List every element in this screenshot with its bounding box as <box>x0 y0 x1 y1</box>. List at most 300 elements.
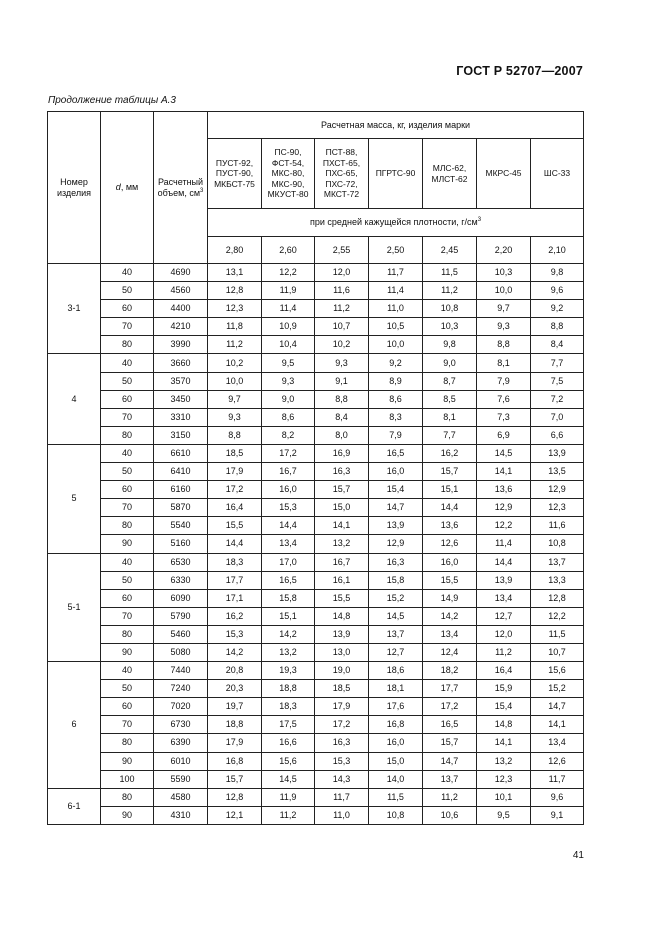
mass-cell: 16,0 <box>369 463 423 481</box>
mass-cell: 13,6 <box>423 517 477 535</box>
volume-cell: 6010 <box>154 752 208 770</box>
mass-cell: 13,7 <box>369 625 423 643</box>
mass-cell: 15,2 <box>369 589 423 607</box>
diameter-cell: 60 <box>101 589 154 607</box>
mass-cell: 19,0 <box>315 662 369 680</box>
table-row <box>48 662 584 680</box>
table-row <box>48 752 584 770</box>
mass-cell: 12,6 <box>423 535 477 553</box>
mass-cell: 10,8 <box>423 300 477 318</box>
table-row <box>48 535 584 553</box>
mass-cell: 11,5 <box>531 625 584 643</box>
mass-cell: 14,0 <box>369 770 423 788</box>
mass-cell: 15,6 <box>531 662 584 680</box>
table-row <box>48 408 584 426</box>
header-density <box>208 209 584 237</box>
volume-cell: 5540 <box>154 517 208 535</box>
mass-cell: 11,7 <box>531 770 584 788</box>
diameter-cell: 50 <box>101 680 154 698</box>
mass-cell: 14,2 <box>423 607 477 625</box>
mass-cell: 14,1 <box>477 734 531 752</box>
mass-cell: 8,4 <box>315 408 369 426</box>
product-number-cell: 3-1 <box>48 264 101 354</box>
header-density-value: 2,50 <box>369 237 423 264</box>
mass-cell: 9,0 <box>262 390 315 408</box>
mass-cell: 18,1 <box>369 680 423 698</box>
diameter-cell: 60 <box>101 390 154 408</box>
mass-cell: 10,0 <box>477 282 531 300</box>
mass-cell: 16,1 <box>315 571 369 589</box>
header-density-value: 2,10 <box>531 237 584 264</box>
mass-cell: 11,6 <box>315 282 369 300</box>
mass-cell: 7,6 <box>477 390 531 408</box>
mass-cell: 7,7 <box>423 426 477 444</box>
mass-cell: 16,5 <box>423 716 477 734</box>
mass-cell: 10,0 <box>208 372 262 390</box>
mass-cell: 13,5 <box>531 463 584 481</box>
table-caption: Продолжение таблицы А.3 <box>48 95 176 106</box>
header-brand: МКРС-45 <box>477 139 531 209</box>
mass-cell: 14,7 <box>423 752 477 770</box>
mass-cell: 10,9 <box>262 318 315 336</box>
mass-cell: 10,7 <box>531 643 584 661</box>
diameter-cell: 60 <box>101 481 154 499</box>
mass-cell: 7,9 <box>369 426 423 444</box>
mass-cell: 9,3 <box>315 354 369 372</box>
mass-cell: 14,2 <box>262 625 315 643</box>
product-number-cell: 5 <box>48 444 101 553</box>
volume-cell: 7240 <box>154 680 208 698</box>
mass-cell: 13,7 <box>423 770 477 788</box>
mass-cell: 20,8 <box>208 662 262 680</box>
mass-cell: 8,8 <box>208 426 262 444</box>
product-number-cell: 5-1 <box>48 553 101 662</box>
mass-cell: 7,5 <box>531 372 584 390</box>
table-row <box>48 318 584 336</box>
mass-cell: 10,6 <box>423 806 477 824</box>
mass-cell: 15,5 <box>315 589 369 607</box>
mass-cell: 8,8 <box>477 336 531 354</box>
mass-cell: 16,7 <box>262 463 315 481</box>
mass-cell: 11,2 <box>262 806 315 824</box>
mass-cell: 18,3 <box>262 698 315 716</box>
diameter-cell: 70 <box>101 716 154 734</box>
diameter-cell: 70 <box>101 499 154 517</box>
mass-cell: 14,4 <box>423 499 477 517</box>
mass-cell: 20,3 <box>208 680 262 698</box>
mass-cell: 15,4 <box>369 481 423 499</box>
mass-cell: 9,3 <box>477 318 531 336</box>
mass-cell: 16,0 <box>262 481 315 499</box>
mass-cell: 8,2 <box>262 426 315 444</box>
header-d-symbol: d <box>115 182 121 192</box>
mass-cell: 16,5 <box>262 571 315 589</box>
mass-cell: 6,9 <box>477 426 531 444</box>
mass-cell: 16,5 <box>369 444 423 462</box>
diameter-cell: 40 <box>101 444 154 462</box>
table-row <box>48 336 584 354</box>
mass-cell: 13,4 <box>531 734 584 752</box>
mass-cell: 11,0 <box>315 806 369 824</box>
mass-cell: 11,6 <box>531 517 584 535</box>
page-number: 41 <box>572 850 584 861</box>
mass-cell: 13,1 <box>208 264 262 282</box>
product-number-cell: 6 <box>48 662 101 789</box>
volume-cell: 5460 <box>154 625 208 643</box>
mass-cell: 14,4 <box>262 517 315 535</box>
volume-cell: 6610 <box>154 444 208 462</box>
volume-cell: 3450 <box>154 390 208 408</box>
table-row <box>48 553 584 571</box>
mass-cell: 11,2 <box>423 788 477 806</box>
header-brand: ПУСТ-92, ПУСТ-90, МКБСТ-75 <box>208 139 262 209</box>
volume-cell: 3660 <box>154 354 208 372</box>
mass-cell: 16,9 <box>315 444 369 462</box>
mass-cell: 11,0 <box>369 300 423 318</box>
mass-cell: 14,7 <box>531 698 584 716</box>
mass-cell: 13,9 <box>369 517 423 535</box>
mass-cell: 15,0 <box>315 499 369 517</box>
mass-cell: 11,9 <box>262 282 315 300</box>
mass-cell: 10,1 <box>477 788 531 806</box>
mass-cell: 16,2 <box>208 607 262 625</box>
volume-cell: 5590 <box>154 770 208 788</box>
volume-cell: 3570 <box>154 372 208 390</box>
diameter-cell: 80 <box>101 625 154 643</box>
mass-cell: 15,3 <box>208 625 262 643</box>
mass-cell: 11,4 <box>477 535 531 553</box>
mass-cell: 16,4 <box>208 499 262 517</box>
mass-cell: 15,3 <box>262 499 315 517</box>
mass-cell: 12,2 <box>262 264 315 282</box>
mass-cell: 12,9 <box>369 535 423 553</box>
mass-cell: 15,1 <box>262 607 315 625</box>
mass-cell: 10,2 <box>208 354 262 372</box>
mass-cell: 17,0 <box>262 553 315 571</box>
mass-cell: 7,0 <box>531 408 584 426</box>
diameter-cell: 90 <box>101 535 154 553</box>
mass-cell: 9,7 <box>208 390 262 408</box>
diameter-cell: 100 <box>101 770 154 788</box>
mass-cell: 12,9 <box>477 499 531 517</box>
mass-cell: 12,0 <box>315 264 369 282</box>
mass-cell: 14,3 <box>315 770 369 788</box>
mass-cell: 8,0 <box>315 426 369 444</box>
mass-cell: 11,2 <box>208 336 262 354</box>
diameter-cell: 80 <box>101 734 154 752</box>
table-row <box>48 282 584 300</box>
mass-cell: 7,7 <box>531 354 584 372</box>
mass-cell: 16,0 <box>423 553 477 571</box>
diameter-cell: 70 <box>101 408 154 426</box>
table-row <box>48 426 584 444</box>
mass-cell: 14,5 <box>477 444 531 462</box>
mass-cell: 14,4 <box>208 535 262 553</box>
mass-cell: 15,5 <box>423 571 477 589</box>
diameter-cell: 50 <box>101 463 154 481</box>
table-row <box>48 770 584 788</box>
mass-cell: 10,3 <box>423 318 477 336</box>
header-density-value: 2,45 <box>423 237 477 264</box>
volume-cell: 5080 <box>154 643 208 661</box>
mass-cell: 13,0 <box>315 643 369 661</box>
mass-cell: 16,7 <box>315 553 369 571</box>
mass-cell: 15,7 <box>423 734 477 752</box>
diameter-cell: 40 <box>101 354 154 372</box>
mass-cell: 11,2 <box>423 282 477 300</box>
mass-cell: 10,3 <box>477 264 531 282</box>
mass-cell: 12,2 <box>477 517 531 535</box>
mass-cell: 17,9 <box>208 463 262 481</box>
mass-cell: 11,4 <box>262 300 315 318</box>
mass-cell: 8,1 <box>477 354 531 372</box>
volume-cell: 6330 <box>154 571 208 589</box>
header-density-value: 2,20 <box>477 237 531 264</box>
mass-cell: 12,1 <box>208 806 262 824</box>
header-brand: ШС-33 <box>531 139 584 209</box>
mass-cell: 9,0 <box>423 354 477 372</box>
mass-cell: 14,5 <box>369 607 423 625</box>
volume-cell: 3990 <box>154 336 208 354</box>
mass-cell: 10,7 <box>315 318 369 336</box>
mass-cell: 14,5 <box>262 770 315 788</box>
mass-cell: 10,2 <box>315 336 369 354</box>
mass-cell: 17,9 <box>315 698 369 716</box>
volume-cell: 6730 <box>154 716 208 734</box>
mass-cell: 8,6 <box>369 390 423 408</box>
mass-cell: 15,9 <box>477 680 531 698</box>
mass-cell: 12,8 <box>208 282 262 300</box>
mass-cell: 9,1 <box>531 806 584 824</box>
volume-cell: 5870 <box>154 499 208 517</box>
diameter-cell: 80 <box>101 517 154 535</box>
mass-cell: 12,0 <box>477 625 531 643</box>
volume-cell: 4560 <box>154 282 208 300</box>
table-header <box>48 112 584 264</box>
mass-cell: 13,6 <box>477 481 531 499</box>
table-row <box>48 607 584 625</box>
mass-cell: 15,2 <box>531 680 584 698</box>
mass-cell: 8,6 <box>262 408 315 426</box>
volume-cell: 6090 <box>154 589 208 607</box>
volume-cell: 6530 <box>154 553 208 571</box>
diameter-cell: 50 <box>101 571 154 589</box>
mass-cell: 9,3 <box>262 372 315 390</box>
mass-cell: 17,7 <box>423 680 477 698</box>
mass-cell: 12,4 <box>423 643 477 661</box>
diameter-cell: 70 <box>101 607 154 625</box>
diameter-cell: 50 <box>101 282 154 300</box>
mass-cell: 7,3 <box>477 408 531 426</box>
mass-cell: 13,2 <box>315 535 369 553</box>
mass-cell: 16,6 <box>262 734 315 752</box>
diameter-cell: 40 <box>101 662 154 680</box>
volume-cell: 6390 <box>154 734 208 752</box>
header-volume-label: Расчетный объем, см <box>157 176 204 198</box>
mass-cell: 18,8 <box>208 716 262 734</box>
mass-cell: 17,1 <box>208 589 262 607</box>
header-mass-title: Расчетная масса, кг, изделия марки <box>208 112 584 139</box>
mass-cell: 15,5 <box>208 517 262 535</box>
mass-cell: 8,1 <box>423 408 477 426</box>
header-density-value: 2,80 <box>208 237 262 264</box>
mass-cell: 8,3 <box>369 408 423 426</box>
mass-cell: 9,8 <box>531 264 584 282</box>
mass-cell: 11,9 <box>262 788 315 806</box>
mass-cell: 11,8 <box>208 318 262 336</box>
mass-cell: 15,8 <box>262 589 315 607</box>
volume-cell: 3150 <box>154 426 208 444</box>
mass-cell: 9,2 <box>531 300 584 318</box>
mass-cell: 11,7 <box>369 264 423 282</box>
mass-cell: 12,7 <box>369 643 423 661</box>
table-row <box>48 463 584 481</box>
table-row <box>48 589 584 607</box>
diameter-cell: 80 <box>101 336 154 354</box>
mass-cell: 17,2 <box>423 698 477 716</box>
table-row <box>48 300 584 318</box>
mass-cell: 12,9 <box>531 481 584 499</box>
table-row <box>48 517 584 535</box>
volume-cell: 4580 <box>154 788 208 806</box>
header-density-value: 2,55 <box>315 237 369 264</box>
mass-cell: 16,4 <box>477 662 531 680</box>
header-density-sup: 3 <box>477 217 482 223</box>
table-body <box>48 264 584 825</box>
mass-cell: 12,7 <box>477 607 531 625</box>
mass-cell: 17,2 <box>208 481 262 499</box>
table-row <box>48 788 584 806</box>
diameter-cell: 50 <box>101 372 154 390</box>
mass-cell: 12,8 <box>208 788 262 806</box>
header-d <box>101 112 154 264</box>
mass-cell: 12,8 <box>531 589 584 607</box>
mass-cell: 10,4 <box>262 336 315 354</box>
mass-cell: 18,8 <box>262 680 315 698</box>
mass-cell: 9,7 <box>477 300 531 318</box>
mass-cell: 13,4 <box>262 535 315 553</box>
mass-cell: 16,3 <box>315 463 369 481</box>
product-number-cell: 4 <box>48 354 101 444</box>
mass-cell: 16,0 <box>369 734 423 752</box>
mass-cell: 14,1 <box>477 463 531 481</box>
mass-cell: 9,6 <box>531 282 584 300</box>
mass-cell: 12,6 <box>531 752 584 770</box>
mass-cell: 10,5 <box>369 318 423 336</box>
mass-cell: 9,1 <box>315 372 369 390</box>
mass-cell: 14,8 <box>315 607 369 625</box>
document-number: ГОСТ Р 52707—2007 <box>456 64 583 78</box>
volume-cell: 7020 <box>154 698 208 716</box>
mass-cell: 8,9 <box>369 372 423 390</box>
mass-cell: 13,2 <box>262 643 315 661</box>
mass-cell: 13,9 <box>477 571 531 589</box>
mass-cell: 15,0 <box>369 752 423 770</box>
header-brand: МЛС-62, МЛСТ-62 <box>423 139 477 209</box>
table-row <box>48 734 584 752</box>
mass-cell: 19,7 <box>208 698 262 716</box>
diameter-cell: 80 <box>101 426 154 444</box>
header-density-value: 2,60 <box>262 237 315 264</box>
mass-cell: 15,1 <box>423 481 477 499</box>
mass-cell: 14,9 <box>423 589 477 607</box>
diameter-cell: 90 <box>101 643 154 661</box>
mass-cell: 18,6 <box>369 662 423 680</box>
mass-cell: 18,5 <box>208 444 262 462</box>
mass-cell: 14,1 <box>531 716 584 734</box>
mass-cell: 15,3 <box>315 752 369 770</box>
diameter-cell: 70 <box>101 318 154 336</box>
mass-cell: 11,5 <box>369 788 423 806</box>
product-number-cell: 6-1 <box>48 788 101 824</box>
mass-cell: 16,8 <box>208 752 262 770</box>
table-row <box>48 499 584 517</box>
table-row <box>48 806 584 824</box>
mass-cell: 9,5 <box>477 806 531 824</box>
mass-table <box>47 111 584 825</box>
mass-cell: 7,9 <box>477 372 531 390</box>
mass-cell: 16,3 <box>315 734 369 752</box>
header-brand: ПС-90, ФСТ-54, МКС-80, МКС-90, МКУСТ-80 <box>262 139 315 209</box>
mass-cell: 11,7 <box>315 788 369 806</box>
header-volume-sup: 3 <box>200 187 204 194</box>
mass-cell: 15,4 <box>477 698 531 716</box>
mass-cell: 13,9 <box>315 625 369 643</box>
mass-cell: 17,9 <box>208 734 262 752</box>
header-volume <box>154 112 208 264</box>
volume-cell: 4310 <box>154 806 208 824</box>
mass-cell: 8,5 <box>423 390 477 408</box>
mass-cell: 12,3 <box>477 770 531 788</box>
mass-cell: 17,7 <box>208 571 262 589</box>
mass-cell: 18,5 <box>315 680 369 698</box>
volume-cell: 5790 <box>154 607 208 625</box>
mass-cell: 10,0 <box>369 336 423 354</box>
mass-cell: 17,5 <box>262 716 315 734</box>
mass-cell: 9,3 <box>208 408 262 426</box>
mass-cell: 12,3 <box>208 300 262 318</box>
mass-cell: 9,5 <box>262 354 315 372</box>
mass-cell: 18,2 <box>423 662 477 680</box>
mass-cell: 13,7 <box>531 553 584 571</box>
header-density-label: при средней кажущейся плотности, г/см <box>310 217 478 227</box>
mass-cell: 11,2 <box>315 300 369 318</box>
mass-cell: 15,7 <box>423 463 477 481</box>
mass-cell: 17,2 <box>262 444 315 462</box>
table-row <box>48 680 584 698</box>
mass-cell: 9,2 <box>369 354 423 372</box>
mass-cell: 16,3 <box>369 553 423 571</box>
volume-cell: 4210 <box>154 318 208 336</box>
table-row <box>48 444 584 462</box>
mass-cell: 18,3 <box>208 553 262 571</box>
mass-cell: 9,8 <box>423 336 477 354</box>
table-row <box>48 643 584 661</box>
mass-cell: 14,1 <box>315 517 369 535</box>
mass-cell: 8,7 <box>423 372 477 390</box>
diameter-cell: 40 <box>101 553 154 571</box>
table-row <box>48 698 584 716</box>
mass-cell: 6,6 <box>531 426 584 444</box>
mass-cell: 12,2 <box>531 607 584 625</box>
mass-cell: 11,2 <box>477 643 531 661</box>
header-product-no: Номер изделия <box>48 112 101 264</box>
mass-cell: 8,4 <box>531 336 584 354</box>
mass-cell: 12,3 <box>531 499 584 517</box>
volume-cell: 6160 <box>154 481 208 499</box>
table-row <box>48 716 584 734</box>
header-brand: ПСТ-88, ПХСТ-65, ПХС-65, ПХС-72, МКСТ-72 <box>315 139 369 209</box>
